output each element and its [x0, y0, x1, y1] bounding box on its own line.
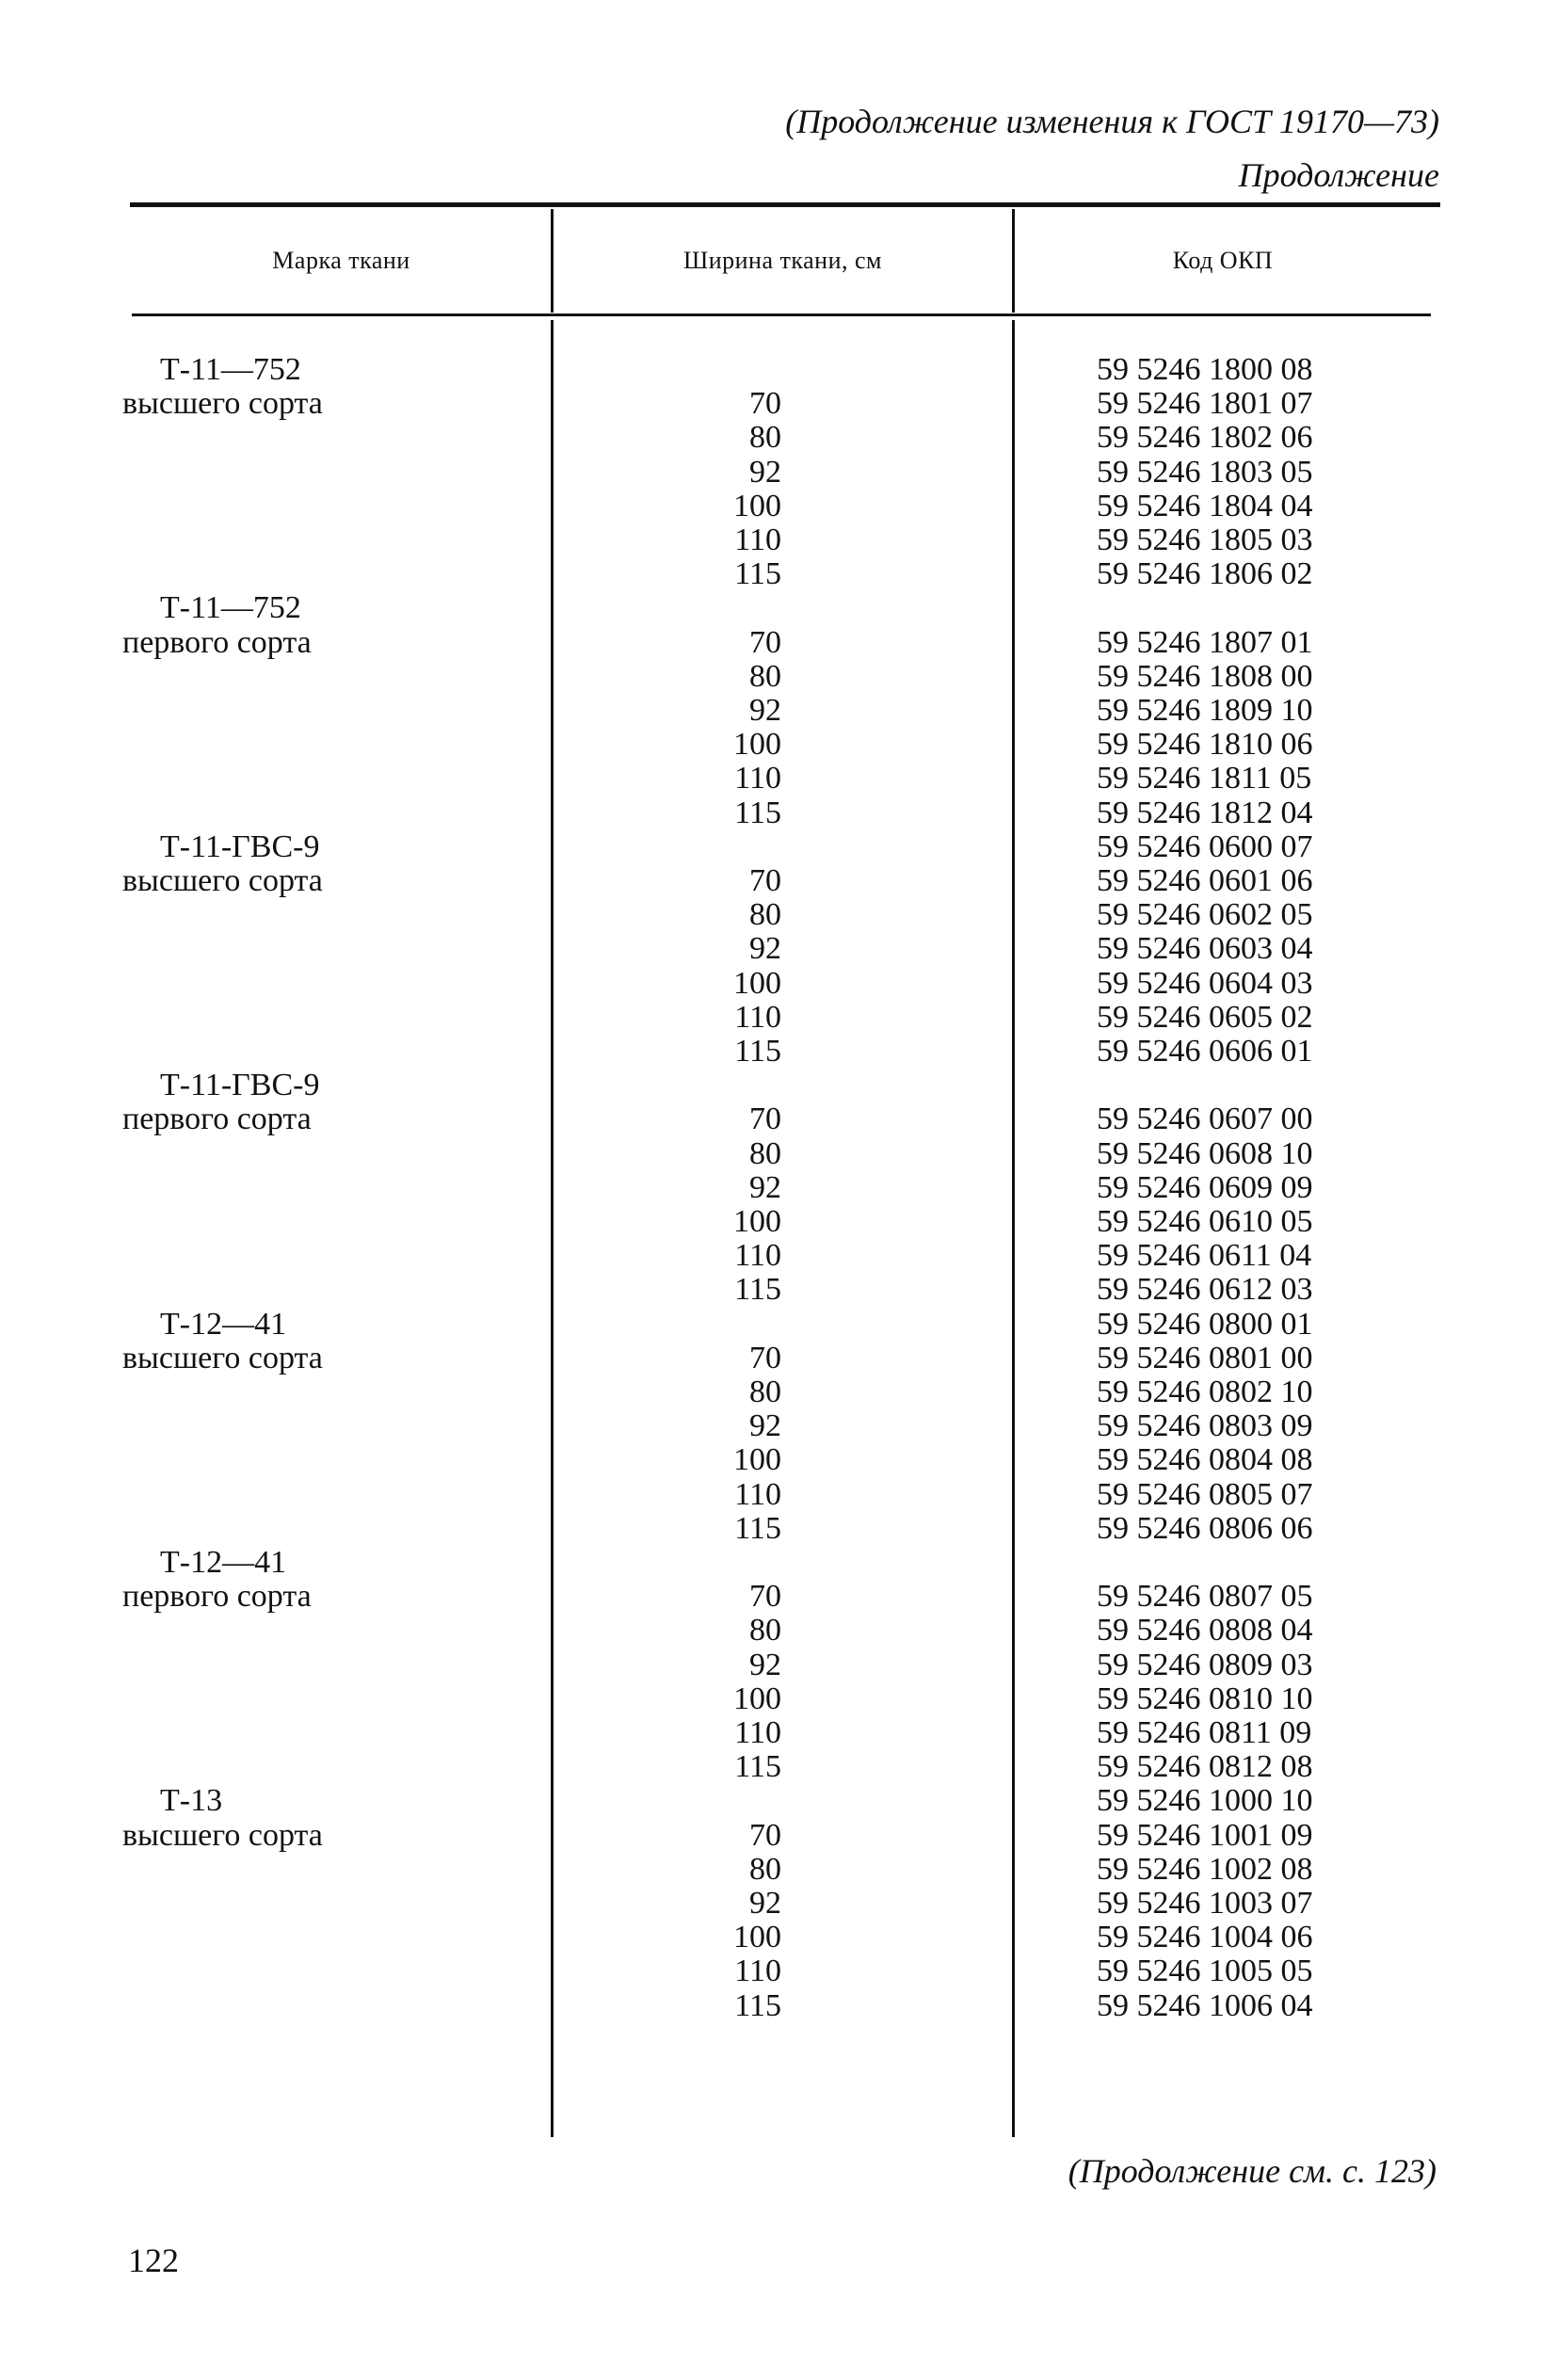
- fabric-width-cell: 80: [749, 420, 781, 456]
- table-row: [0, 1716, 1557, 1750]
- fabric-width-cell: 115: [734, 1034, 781, 1069]
- okp-code-cell: 59 5246 0800 01: [1097, 1306, 1313, 1342]
- fabric-width-cell: 110: [734, 999, 781, 1035]
- table-row: [0, 864, 1557, 898]
- fabric-width-cell: 92: [749, 931, 781, 967]
- okp-code-cell: 59 5246 0602 05: [1097, 897, 1313, 933]
- fabric-width-cell: 115: [734, 556, 781, 592]
- okp-code-cell: 59 5246 1803 05: [1097, 454, 1313, 490]
- okp-code-cell: 59 5246 0601 06: [1097, 863, 1313, 898]
- okp-code-cell: 59 5246 0604 03: [1097, 965, 1313, 1001]
- table-row: [0, 1035, 1557, 1069]
- fabric-width-cell: 92: [749, 1886, 781, 1921]
- table-row: [0, 762, 1557, 796]
- table-row: [0, 456, 1557, 490]
- fabric-width-cell: 100: [733, 727, 781, 763]
- table-row: [0, 830, 1557, 864]
- fabric-brand-cell: Т-11-ГВС-9: [160, 828, 320, 864]
- okp-code-cell: 59 5246 1004 06: [1097, 1920, 1313, 1955]
- fabric-brand-cell: первого сорта: [122, 1102, 312, 1137]
- okp-code-cell: 59 5246 0609 09: [1097, 1169, 1313, 1205]
- fabric-width-cell: 115: [734, 1987, 781, 2023]
- fabric-brand-cell: Т-13: [160, 1783, 223, 1819]
- okp-code-cell: 59 5246 1808 00: [1097, 658, 1313, 694]
- fabric-width-cell: 115: [734, 1510, 781, 1546]
- fabric-brand-cell: первого сорта: [122, 1579, 312, 1615]
- okp-code-cell: 59 5246 0807 05: [1097, 1579, 1313, 1615]
- table-row: [0, 1171, 1557, 1205]
- table-row: [0, 1308, 1557, 1342]
- table-row: [0, 967, 1557, 1001]
- okp-code-cell: 59 5246 0600 07: [1097, 828, 1313, 864]
- fabric-width-cell: 110: [734, 523, 781, 557]
- okp-code-cell: 59 5246 1810 06: [1097, 727, 1313, 763]
- table-row: [0, 660, 1557, 694]
- okp-code-cell: 59 5246 0802 10: [1097, 1375, 1313, 1409]
- fabric-width-cell: 115: [734, 795, 781, 830]
- column-header-code: Код ОКП: [1172, 247, 1274, 274]
- fabric-width-cell: 92: [749, 454, 781, 490]
- fabric-width-cell: 100: [733, 1204, 781, 1239]
- fabric-brand-cell: высшего сорта: [122, 863, 323, 898]
- table-row: [0, 1784, 1557, 1818]
- okp-code-cell: 59 5246 1005 05: [1097, 1954, 1313, 1989]
- column-header-width: Ширина ткани, см: [683, 247, 882, 274]
- fabric-width-cell: 70: [749, 1340, 781, 1375]
- fabric-width-cell: 70: [749, 1579, 781, 1615]
- okp-code-cell: 59 5246 1800 08: [1097, 352, 1313, 387]
- okp-code-cell: 59 5246 1807 01: [1097, 624, 1313, 660]
- fabric-brand-cell: высшего сорта: [122, 1817, 323, 1853]
- table-row: [0, 1750, 1557, 1784]
- fabric-width-cell: 110: [734, 761, 781, 796]
- table-row: [0, 591, 1557, 625]
- fabric-width-cell: 70: [749, 863, 781, 898]
- fabric-brand-cell: Т-12—41: [160, 1306, 287, 1342]
- okp-code-cell: 59 5246 1003 07: [1097, 1886, 1313, 1921]
- table-row: [0, 694, 1557, 728]
- fabric-width-cell: 100: [733, 965, 781, 1001]
- table-row: [0, 1205, 1557, 1239]
- continuation-subtitle: Продолжение: [1238, 156, 1439, 194]
- okp-code-cell: 59 5246 1001 09: [1097, 1817, 1313, 1853]
- okp-code-cell: 59 5246 0803 09: [1097, 1408, 1313, 1444]
- okp-code-cell: 59 5246 1809 10: [1097, 693, 1313, 728]
- fabric-width-cell: 80: [749, 897, 781, 933]
- fabric-width-cell: 70: [749, 1102, 781, 1137]
- table-row: [0, 1819, 1557, 1853]
- fabric-brand-cell: Т-11-ГВС-9: [160, 1068, 320, 1103]
- okp-code-cell: 59 5246 0603 04: [1097, 931, 1313, 967]
- okp-code-cell: 59 5246 1006 04: [1097, 1987, 1313, 2023]
- okp-code-cell: 59 5246 0607 00: [1097, 1102, 1313, 1137]
- table-row: [0, 1954, 1557, 1988]
- table-row: [0, 1546, 1557, 1580]
- okp-code-cell: 59 5246 0605 02: [1097, 999, 1313, 1035]
- okp-code-cell: 59 5246 0606 01: [1097, 1034, 1313, 1069]
- table-row: [0, 728, 1557, 762]
- fabric-width-cell: 110: [734, 1715, 781, 1750]
- fabric-width-cell: 92: [749, 1647, 781, 1682]
- table-row: [0, 932, 1557, 966]
- table-row: [0, 1512, 1557, 1546]
- fabric-width-cell: 80: [749, 1851, 781, 1887]
- table-row: [0, 1342, 1557, 1375]
- column-header-brand: Марка ткани: [272, 247, 410, 274]
- okp-code-cell: 59 5246 1805 03: [1097, 523, 1313, 557]
- fabric-width-cell: 70: [749, 1817, 781, 1853]
- okp-code-cell: 59 5246 1804 04: [1097, 488, 1313, 523]
- fabric-width-cell: 115: [734, 1749, 781, 1785]
- table-row: [0, 626, 1557, 660]
- okp-code-cell: 59 5246 0806 06: [1097, 1510, 1313, 1546]
- fabric-width-cell: 70: [749, 624, 781, 660]
- fabric-width-cell: 92: [749, 693, 781, 728]
- fabric-width-cell: 110: [734, 1238, 781, 1274]
- table-row: [0, 1682, 1557, 1716]
- fabric-width-cell: 92: [749, 1169, 781, 1205]
- fabric-width-cell: 115: [734, 1272, 781, 1308]
- table-row: [0, 796, 1557, 830]
- okp-code-cell: 59 5246 0811 09: [1097, 1715, 1312, 1750]
- fabric-width-cell: 110: [734, 1476, 781, 1512]
- fabric-width-cell: 100: [733, 1442, 781, 1478]
- fabric-width-cell: 80: [749, 1613, 781, 1648]
- okp-code-cell: 59 5246 0808 04: [1097, 1613, 1313, 1648]
- okp-code-cell: 59 5246 1002 08: [1097, 1851, 1313, 1887]
- okp-code-cell: 59 5246 0810 10: [1097, 1680, 1313, 1716]
- table-row: [0, 523, 1557, 557]
- okp-code-cell: 59 5246 0612 03: [1097, 1272, 1313, 1308]
- table-row: [0, 353, 1557, 387]
- okp-code-cell: 59 5246 0804 08: [1097, 1442, 1313, 1478]
- table-row: [0, 1001, 1557, 1035]
- continuation-note: (Продолжение изменения к ГОСТ 19170—73): [785, 103, 1439, 140]
- fabric-width-cell: 110: [734, 1954, 781, 1989]
- table-row: [0, 490, 1557, 523]
- fabric-width-cell: 100: [733, 1920, 781, 1955]
- continuation-reference: (Продолжение см. с. 123): [1067, 2152, 1437, 2190]
- table-row: [0, 1921, 1557, 1954]
- table-row: [0, 1239, 1557, 1273]
- okp-code-cell: 59 5246 0610 05: [1097, 1204, 1313, 1239]
- table-row: [0, 1102, 1557, 1136]
- fabric-brand-cell: Т-11—752: [160, 352, 301, 387]
- table-row: [0, 1887, 1557, 1921]
- fabric-brand-cell: Т-11—752: [160, 590, 301, 626]
- table-row: [0, 1137, 1557, 1171]
- table-row: [0, 1375, 1557, 1409]
- table-row: [0, 1989, 1557, 2023]
- table-top-rule: [130, 202, 1440, 207]
- okp-code-cell: 59 5246 1801 07: [1097, 386, 1313, 422]
- table-row: [0, 557, 1557, 591]
- okp-code-cell: 59 5246 1806 02: [1097, 556, 1313, 592]
- table-row: [0, 1580, 1557, 1614]
- table-row: [0, 1648, 1557, 1682]
- okp-code-cell: 59 5246 1000 10: [1097, 1783, 1313, 1819]
- table-row: [0, 1409, 1557, 1443]
- table-row: [0, 1478, 1557, 1512]
- table-row: [0, 898, 1557, 932]
- fabric-width-cell: 80: [749, 1375, 781, 1409]
- table-row: [0, 1069, 1557, 1102]
- okp-code-cell: 59 5246 0611 04: [1097, 1238, 1312, 1274]
- okp-code-cell: 59 5246 0809 03: [1097, 1647, 1313, 1682]
- fabric-width-cell: 80: [749, 658, 781, 694]
- okp-code-cell: 59 5246 0801 00: [1097, 1340, 1313, 1375]
- table-row: [0, 387, 1557, 421]
- table-row: [0, 1614, 1557, 1648]
- okp-code-cell: 59 5246 1812 04: [1097, 795, 1313, 830]
- okp-code-cell: 59 5246 0812 08: [1097, 1749, 1313, 1785]
- fabric-brand-cell: высшего сорта: [122, 386, 323, 422]
- table-row: [0, 1273, 1557, 1307]
- fabric-brand-cell: первого сорта: [122, 624, 312, 660]
- table-header-rule: [132, 314, 1431, 316]
- fabric-brand-cell: Т-12—41: [160, 1545, 287, 1580]
- fabric-width-cell: 80: [749, 1135, 781, 1171]
- fabric-brand-cell: высшего сорта: [122, 1340, 323, 1375]
- okp-code-cell: 59 5246 1811 05: [1097, 761, 1312, 796]
- page-number: 122: [128, 2242, 179, 2279]
- table-row: [0, 421, 1557, 455]
- okp-code-cell: 59 5246 1802 06: [1097, 420, 1313, 456]
- fabric-width-cell: 100: [733, 488, 781, 523]
- fabric-width-cell: 70: [749, 386, 781, 422]
- okp-code-cell: 59 5246 0608 10: [1097, 1135, 1313, 1171]
- table-row: [0, 1443, 1557, 1477]
- table-row: [0, 1853, 1557, 1887]
- fabric-width-cell: 92: [749, 1408, 781, 1444]
- fabric-width-cell: 100: [733, 1680, 781, 1716]
- okp-code-cell: 59 5246 0805 07: [1097, 1476, 1313, 1512]
